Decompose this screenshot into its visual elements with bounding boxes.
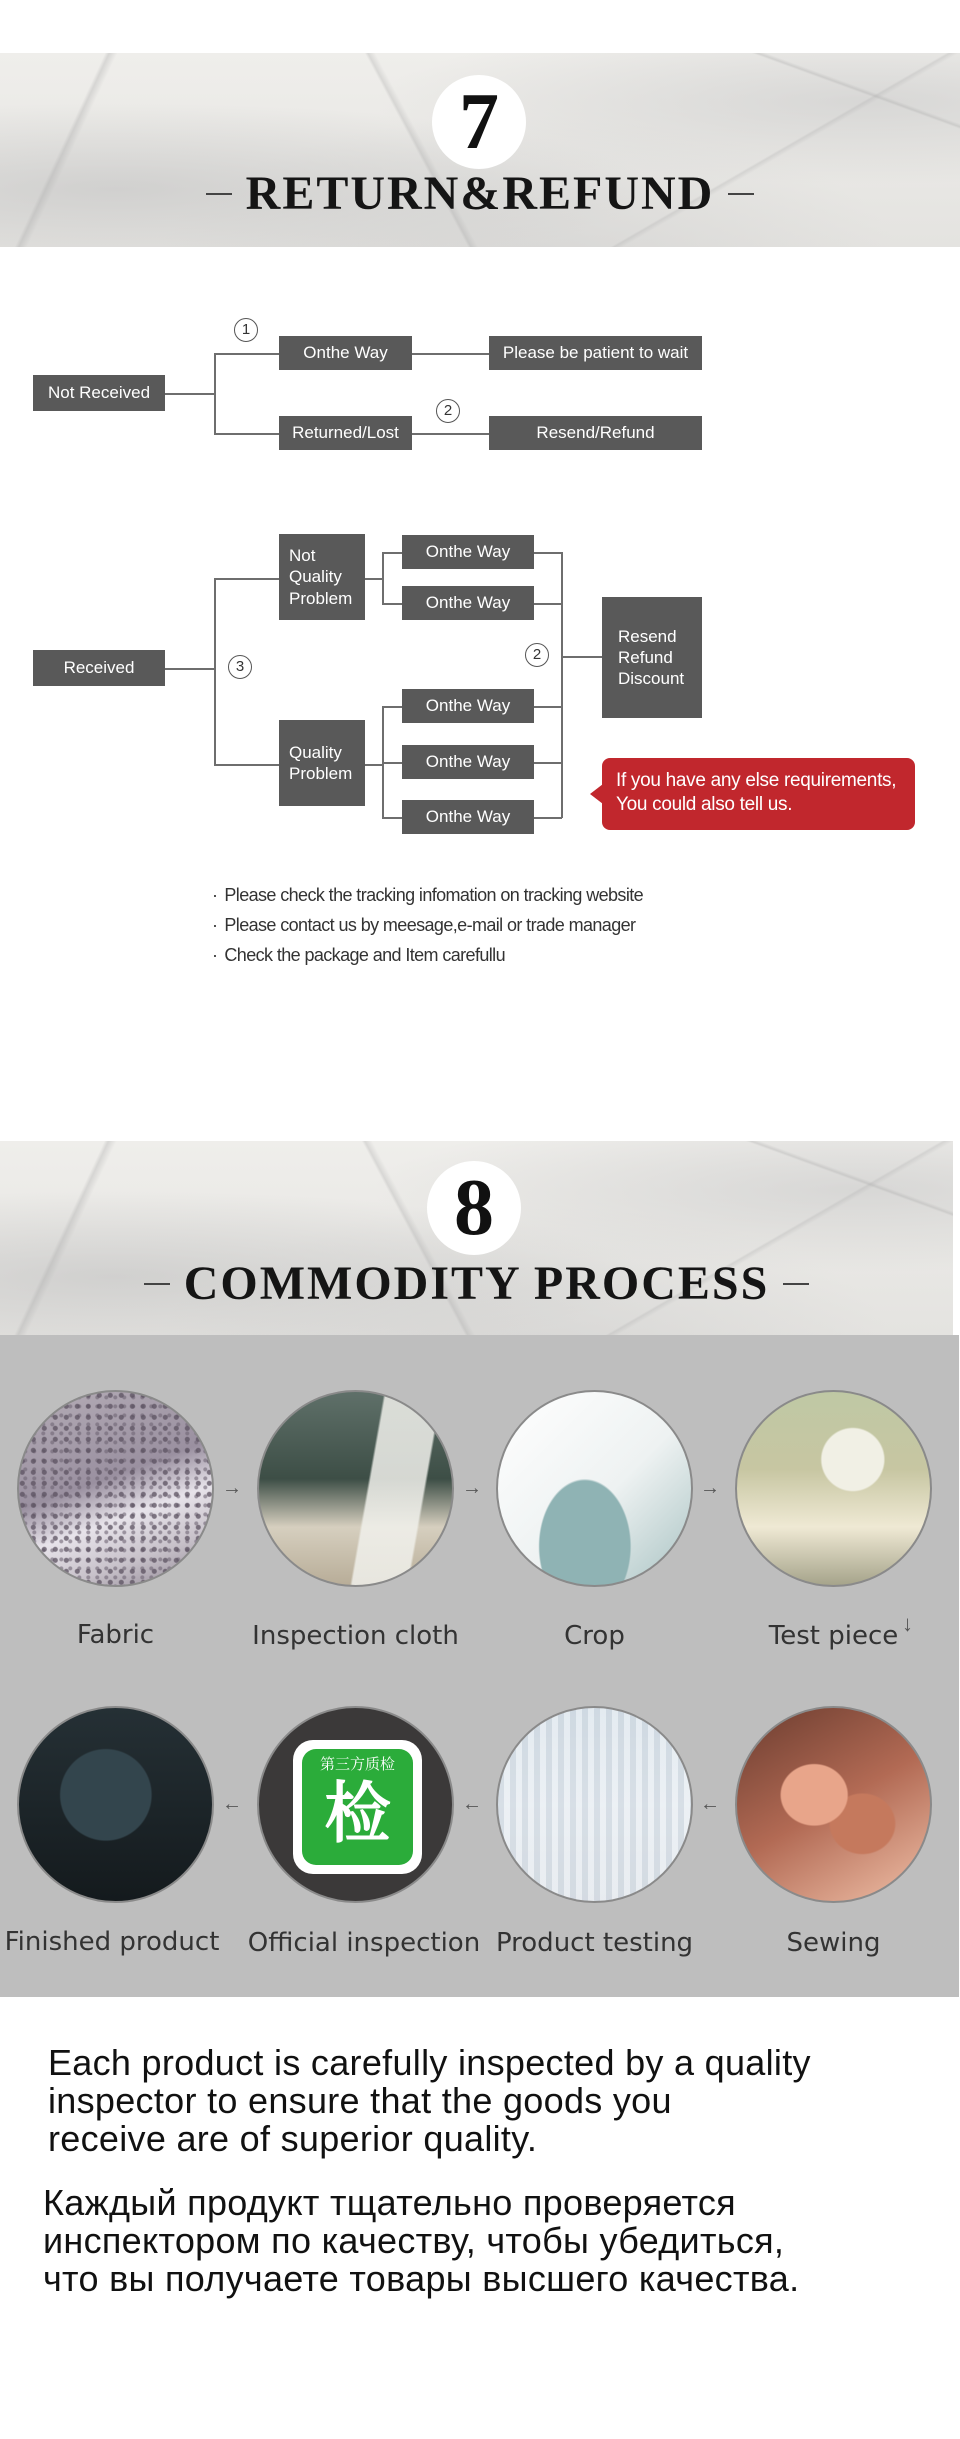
arrow-right-icon: → <box>222 1477 242 1499</box>
official-inspection-photo <box>257 1706 454 1903</box>
note-item: · Check the package and Item carefullu <box>212 940 643 970</box>
connector <box>214 353 216 433</box>
title-dash-right <box>783 1283 809 1285</box>
inspection-cloth-photo <box>257 1390 454 1587</box>
connector <box>561 552 563 818</box>
statement-line: инспектором по качеству, чтобы убедиться, <box>43 2220 785 2261</box>
process-label-sewing: Sewing <box>786 1928 881 1958</box>
step-number-2: 2 <box>436 399 460 423</box>
connector <box>214 764 279 766</box>
requirements-callout <box>602 758 915 830</box>
connector <box>382 552 402 554</box>
connector <box>561 656 602 658</box>
inspection-badge-inner <box>302 1749 413 1865</box>
product-testing-photo <box>496 1706 693 1903</box>
connector <box>382 603 402 605</box>
connector <box>382 762 402 764</box>
callout-line-1: If you have any else requirements, <box>616 770 897 791</box>
connector <box>412 433 489 435</box>
patient-box: Please be patient to wait <box>489 336 702 370</box>
statement-line: inspector to ensure that the goods you <box>48 2080 672 2121</box>
process-label-finished-product: Finished product <box>4 1927 220 1957</box>
connector <box>382 817 402 819</box>
resend-refund-box: Resend/Refund <box>489 416 702 450</box>
connector <box>534 706 562 708</box>
note-item: · Please contact us by meesage,e-mail or trade manager <box>212 910 643 940</box>
crop-photo <box>496 1390 693 1587</box>
arrow-down-icon: ↓ <box>902 1611 913 1636</box>
connector <box>365 764 383 766</box>
section-number-badge: 8 <box>427 1161 521 1255</box>
commodity-process-banner <box>0 1141 953 1335</box>
on-the-way-box: Onthe Way <box>279 336 412 370</box>
test-piece-photo <box>735 1390 932 1587</box>
on-the-way-box: Onthe Way <box>402 535 534 569</box>
notes-list <box>212 880 643 970</box>
connector <box>382 706 402 708</box>
connector <box>165 668 215 670</box>
section-title <box>0 1256 953 1311</box>
connector <box>534 762 562 764</box>
on-the-way-box: Onthe Way <box>402 745 534 779</box>
process-label-official-inspection: Official inspection <box>247 1928 481 1958</box>
step-number-3: 3 <box>228 655 252 679</box>
process-panel <box>0 1335 959 1997</box>
process-label-product-testing: Product testing <box>495 1928 694 1958</box>
arrow-right-icon: → <box>700 1477 720 1499</box>
connector <box>214 433 279 435</box>
badge-character: 检 <box>324 1775 391 1852</box>
process-label-crop: Crop <box>564 1621 625 1651</box>
title-dash-right <box>728 193 754 195</box>
step-number-2: 2 <box>525 643 549 667</box>
fabric-photo <box>17 1390 214 1587</box>
received-box: Received <box>33 650 165 686</box>
connector <box>412 353 489 355</box>
connector <box>214 353 279 355</box>
returned-lost-box: Returned/Lost <box>279 416 412 450</box>
quality-statement-en <box>48 2044 811 2158</box>
title-dash-left <box>206 193 232 195</box>
on-the-way-box: Onthe Way <box>402 800 534 834</box>
sewing-photo <box>735 1706 932 1903</box>
connector <box>534 817 562 819</box>
not-received-box: Not Received <box>33 375 165 411</box>
connector <box>214 578 216 765</box>
callout-line-2: You could also tell us. <box>616 794 793 815</box>
process-label-test-piece: Test piece <box>768 1621 899 1651</box>
quality-statement-ru <box>43 2184 799 2298</box>
title-dash-left <box>144 1283 170 1285</box>
section-number-badge: 7 <box>432 75 526 169</box>
connector <box>214 578 279 580</box>
statement-line: Each product is carefully inspected by a quality <box>48 2042 811 2083</box>
statement-line: что вы получаете товары высшего качества. <box>43 2258 800 2299</box>
section-title <box>0 166 960 221</box>
section-title-text: COMMODITY PROCESS <box>183 1257 770 1310</box>
arrow-left-icon: ← <box>222 1793 242 1815</box>
section-title-text: RETURN&REFUND <box>245 167 715 220</box>
process-label-inspection-cloth: Inspection cloth <box>252 1621 459 1651</box>
return-refund-banner <box>0 53 960 247</box>
connector <box>165 393 215 395</box>
not-quality-problem-box: Not Quality Problem <box>279 534 365 620</box>
statement-line: Каждый продукт тщательно проверяется <box>43 2182 736 2223</box>
connector <box>534 603 562 605</box>
finished-product-photo <box>17 1706 214 1903</box>
resend-refund-discount-box: Resend Refund Discount <box>602 597 702 718</box>
on-the-way-box: Onthe Way <box>402 586 534 620</box>
arrow-right-icon: → <box>462 1477 482 1499</box>
step-number-1: 1 <box>234 318 258 342</box>
connector <box>534 552 562 554</box>
on-the-way-box: Onthe Way <box>402 689 534 723</box>
note-item: · Please check the tracking infomation on tracking website <box>212 880 643 910</box>
connector <box>382 552 384 604</box>
process-label-fabric: Fabric <box>76 1620 155 1650</box>
inspection-badge <box>293 1740 422 1874</box>
badge-top-text: 第三方质检 <box>319 1755 395 1773</box>
arrow-left-icon: ← <box>462 1793 482 1815</box>
connector <box>365 578 383 580</box>
statement-line: receive are of superior quality. <box>48 2118 538 2159</box>
arrow-left-icon: ← <box>700 1793 720 1815</box>
quality-problem-box: Quality Problem <box>279 720 365 806</box>
